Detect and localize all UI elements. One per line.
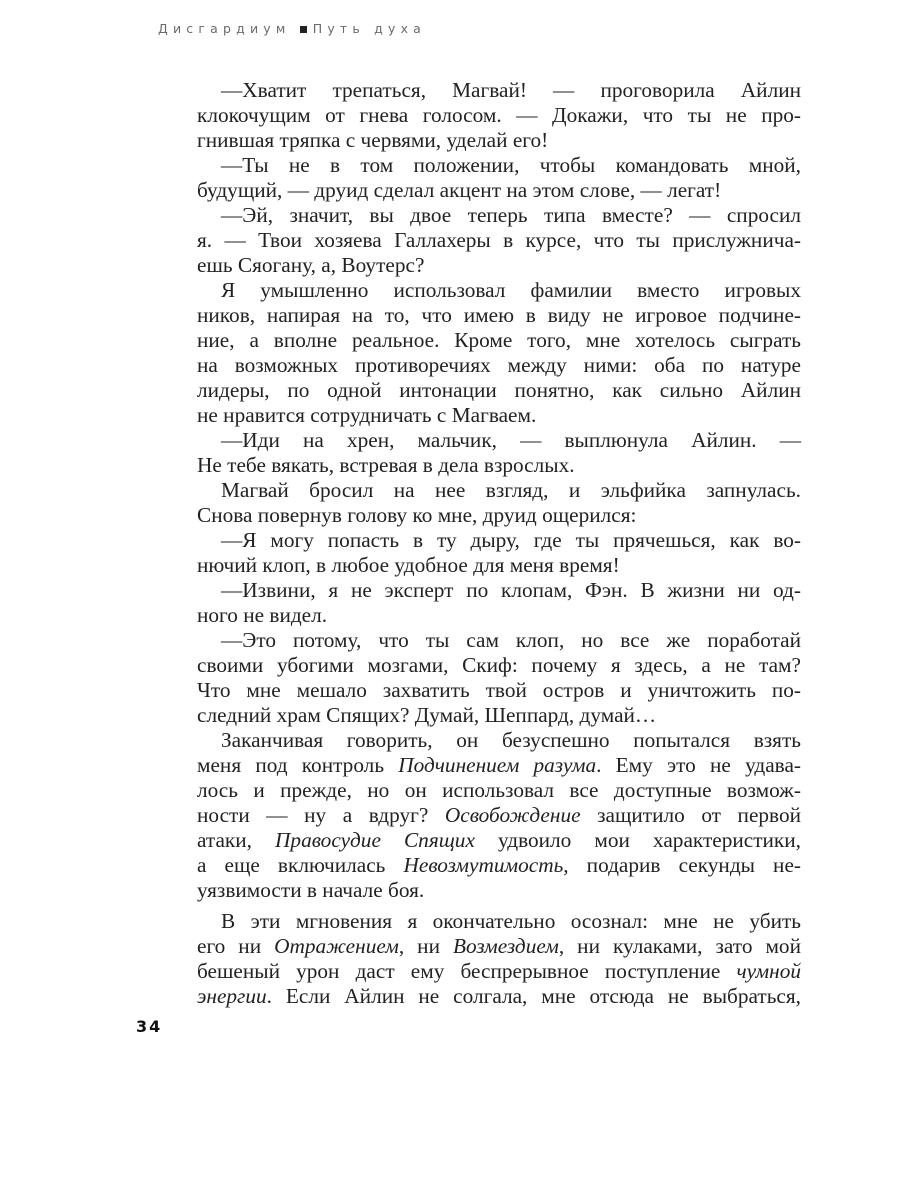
text-line <box>197 503 801 528</box>
text-line <box>197 528 801 553</box>
text-line <box>197 553 801 578</box>
text-line <box>197 934 801 959</box>
text-segment: —Эй, значит, вы двое теперь типа вместе? — спросил <box>221 203 801 227</box>
text-segment: Снова повернув голову ко мне, друид ощерился: <box>197 503 637 527</box>
italic-term: Подчинением разума <box>398 753 597 777</box>
text-segment: Я умышленно использовал фамилии вместо игровых <box>221 278 801 302</box>
paragraph <box>197 428 801 478</box>
text-line <box>197 578 801 603</box>
text-segment: гнившая тряпка с червями, уделай его! <box>197 128 549 152</box>
text-line <box>197 203 801 228</box>
paragraph <box>197 909 801 1009</box>
text-line <box>197 128 801 153</box>
text-line <box>197 353 801 378</box>
text-segment: , ни <box>398 934 453 958</box>
book-title: Путь духа <box>312 21 427 36</box>
italic-term: Правосудие Спящих <box>275 828 475 852</box>
text-line <box>197 878 801 903</box>
text-line <box>197 178 801 203</box>
text-line <box>197 228 801 253</box>
paragraph <box>197 153 801 203</box>
italic-term: Возмездием <box>452 934 559 958</box>
italic-term: энергии <box>197 984 267 1008</box>
text-line <box>197 778 801 803</box>
text-segment: ности — ну а вдруг? <box>197 803 445 827</box>
text-segment: нючий клоп, в любое удобное для меня время! <box>197 553 620 577</box>
book-series-title: Дисгардиум <box>158 21 291 36</box>
text-segment: В эти мгновения я окончательно осознал: мне не убить <box>221 909 801 933</box>
text-segment: на возможных противоречиях между ними: оба по натуре <box>197 353 801 377</box>
text-segment: ние, а вполне реальное. Кроме того, мне хотелось сыграть <box>197 328 801 352</box>
text-segment: меня под контроль <box>197 753 399 777</box>
text-segment: уязвимости в начале боя. <box>197 878 425 902</box>
body-text <box>197 78 801 1009</box>
text-line <box>197 984 801 1009</box>
paragraph <box>197 728 801 903</box>
text-segment: лидеры, по одной интонации понятно, как сильно Айлин <box>197 378 801 402</box>
text-line <box>197 103 801 128</box>
text-line <box>197 403 801 428</box>
text-segment: —Хватит трепаться, Магвай! — проговорила Айлин <box>221 78 801 102</box>
text-line <box>197 803 801 828</box>
text-segment: Магвай бросил на нее взгляд, и эльфийка запнулась. <box>221 478 801 502</box>
text-line <box>197 603 801 628</box>
text-segment: —Извини, я не эксперт по клопам, Фэн. В жизни ни од- <box>221 578 801 602</box>
text-segment: ников, напирая на то, что имею в виду не игровое подчине- <box>197 303 801 327</box>
text-line <box>197 628 801 653</box>
text-line <box>197 428 801 453</box>
text-segment: Не тебе вякать, встревая в дела взрослых. <box>197 453 575 477</box>
italic-term: Освобождение <box>444 803 581 827</box>
text-segment: , подарив секунды не- <box>563 853 801 877</box>
paragraph <box>197 203 801 278</box>
text-line <box>197 78 801 103</box>
italic-term: чумной <box>736 959 801 983</box>
paragraph <box>197 478 801 528</box>
text-segment: ешь Сяогану, а, Воутерс? <box>197 253 425 277</box>
text-segment: я. — Твои хозяева Галлахеры в курсе, что ты прислужнича- <box>197 228 801 252</box>
paragraph <box>197 528 801 578</box>
text-segment: . Если Айлин не солгала, мне отсюда не выбраться, <box>266 984 801 1008</box>
text-segment: не нравится сотрудничать с Магваем. <box>197 403 537 427</box>
text-line <box>197 253 801 278</box>
text-segment: бешеный урон даст ему беспрерывное поступление <box>197 959 737 983</box>
text-segment: Заканчивая говорить, он безуспешно попытался взять <box>221 728 801 752</box>
italic-term: Невозмутимость <box>403 853 564 877</box>
text-segment: —Ты не в том положении, чтобы командовать мной, <box>221 153 801 177</box>
text-segment: своими убогими мозгами, Скиф: почему я здесь, а не там? <box>197 653 801 677</box>
text-segment: клокочущим от гнева голосом. — Докажи, что ты не про- <box>197 103 801 127</box>
text-line <box>197 453 801 478</box>
text-line <box>197 753 801 778</box>
paragraph <box>197 628 801 728</box>
paragraph <box>197 578 801 628</box>
text-line <box>197 678 801 703</box>
text-segment: защитило от первой <box>580 803 801 827</box>
text-segment: ного не видел. <box>197 603 328 627</box>
text-line <box>197 303 801 328</box>
text-segment: удвоило мои характеристики, <box>474 828 801 852</box>
text-segment: атаки, <box>197 828 276 852</box>
italic-term: Отражением <box>274 934 399 958</box>
text-segment: . Ему это не удава- <box>596 753 801 777</box>
paragraph <box>197 78 801 153</box>
text-segment: будущий, — друид сделал акцент на этом слове, — легат! <box>197 178 722 202</box>
text-segment: —Это потому, что ты сам клоп, но все же поработай <box>221 628 801 652</box>
text-segment: следний храм Спящих? Думай, Шеппард, думай… <box>197 703 657 727</box>
text-line <box>197 653 801 678</box>
text-segment: а еще включилась <box>197 853 404 877</box>
text-segment: —Иди на хрен, мальчик, — выплюнула Айлин. — <box>221 428 801 452</box>
text-segment: —Я могу попасть в ту дыру, где ты прячешься, как во- <box>221 528 801 552</box>
paragraph <box>197 278 801 428</box>
text-line <box>197 703 801 728</box>
text-line <box>197 728 801 753</box>
square-separator-icon <box>300 26 307 33</box>
text-segment: лось и прежде, но он использовал все доступные возмож- <box>197 778 801 802</box>
text-line <box>197 153 801 178</box>
text-line <box>197 909 801 934</box>
page-number: 34 <box>136 1017 163 1036</box>
text-line <box>197 828 801 853</box>
text-line <box>197 378 801 403</box>
text-segment: , ни кулаками, зато мой <box>558 934 801 958</box>
running-header <box>158 21 426 36</box>
text-line <box>197 478 801 503</box>
text-line <box>197 853 801 878</box>
text-line <box>197 959 801 984</box>
text-line <box>197 278 801 303</box>
text-line <box>197 328 801 353</box>
text-segment: его ни <box>197 934 275 958</box>
text-segment: Что мне мешало захватить твой остров и уничтожить по- <box>197 678 801 702</box>
